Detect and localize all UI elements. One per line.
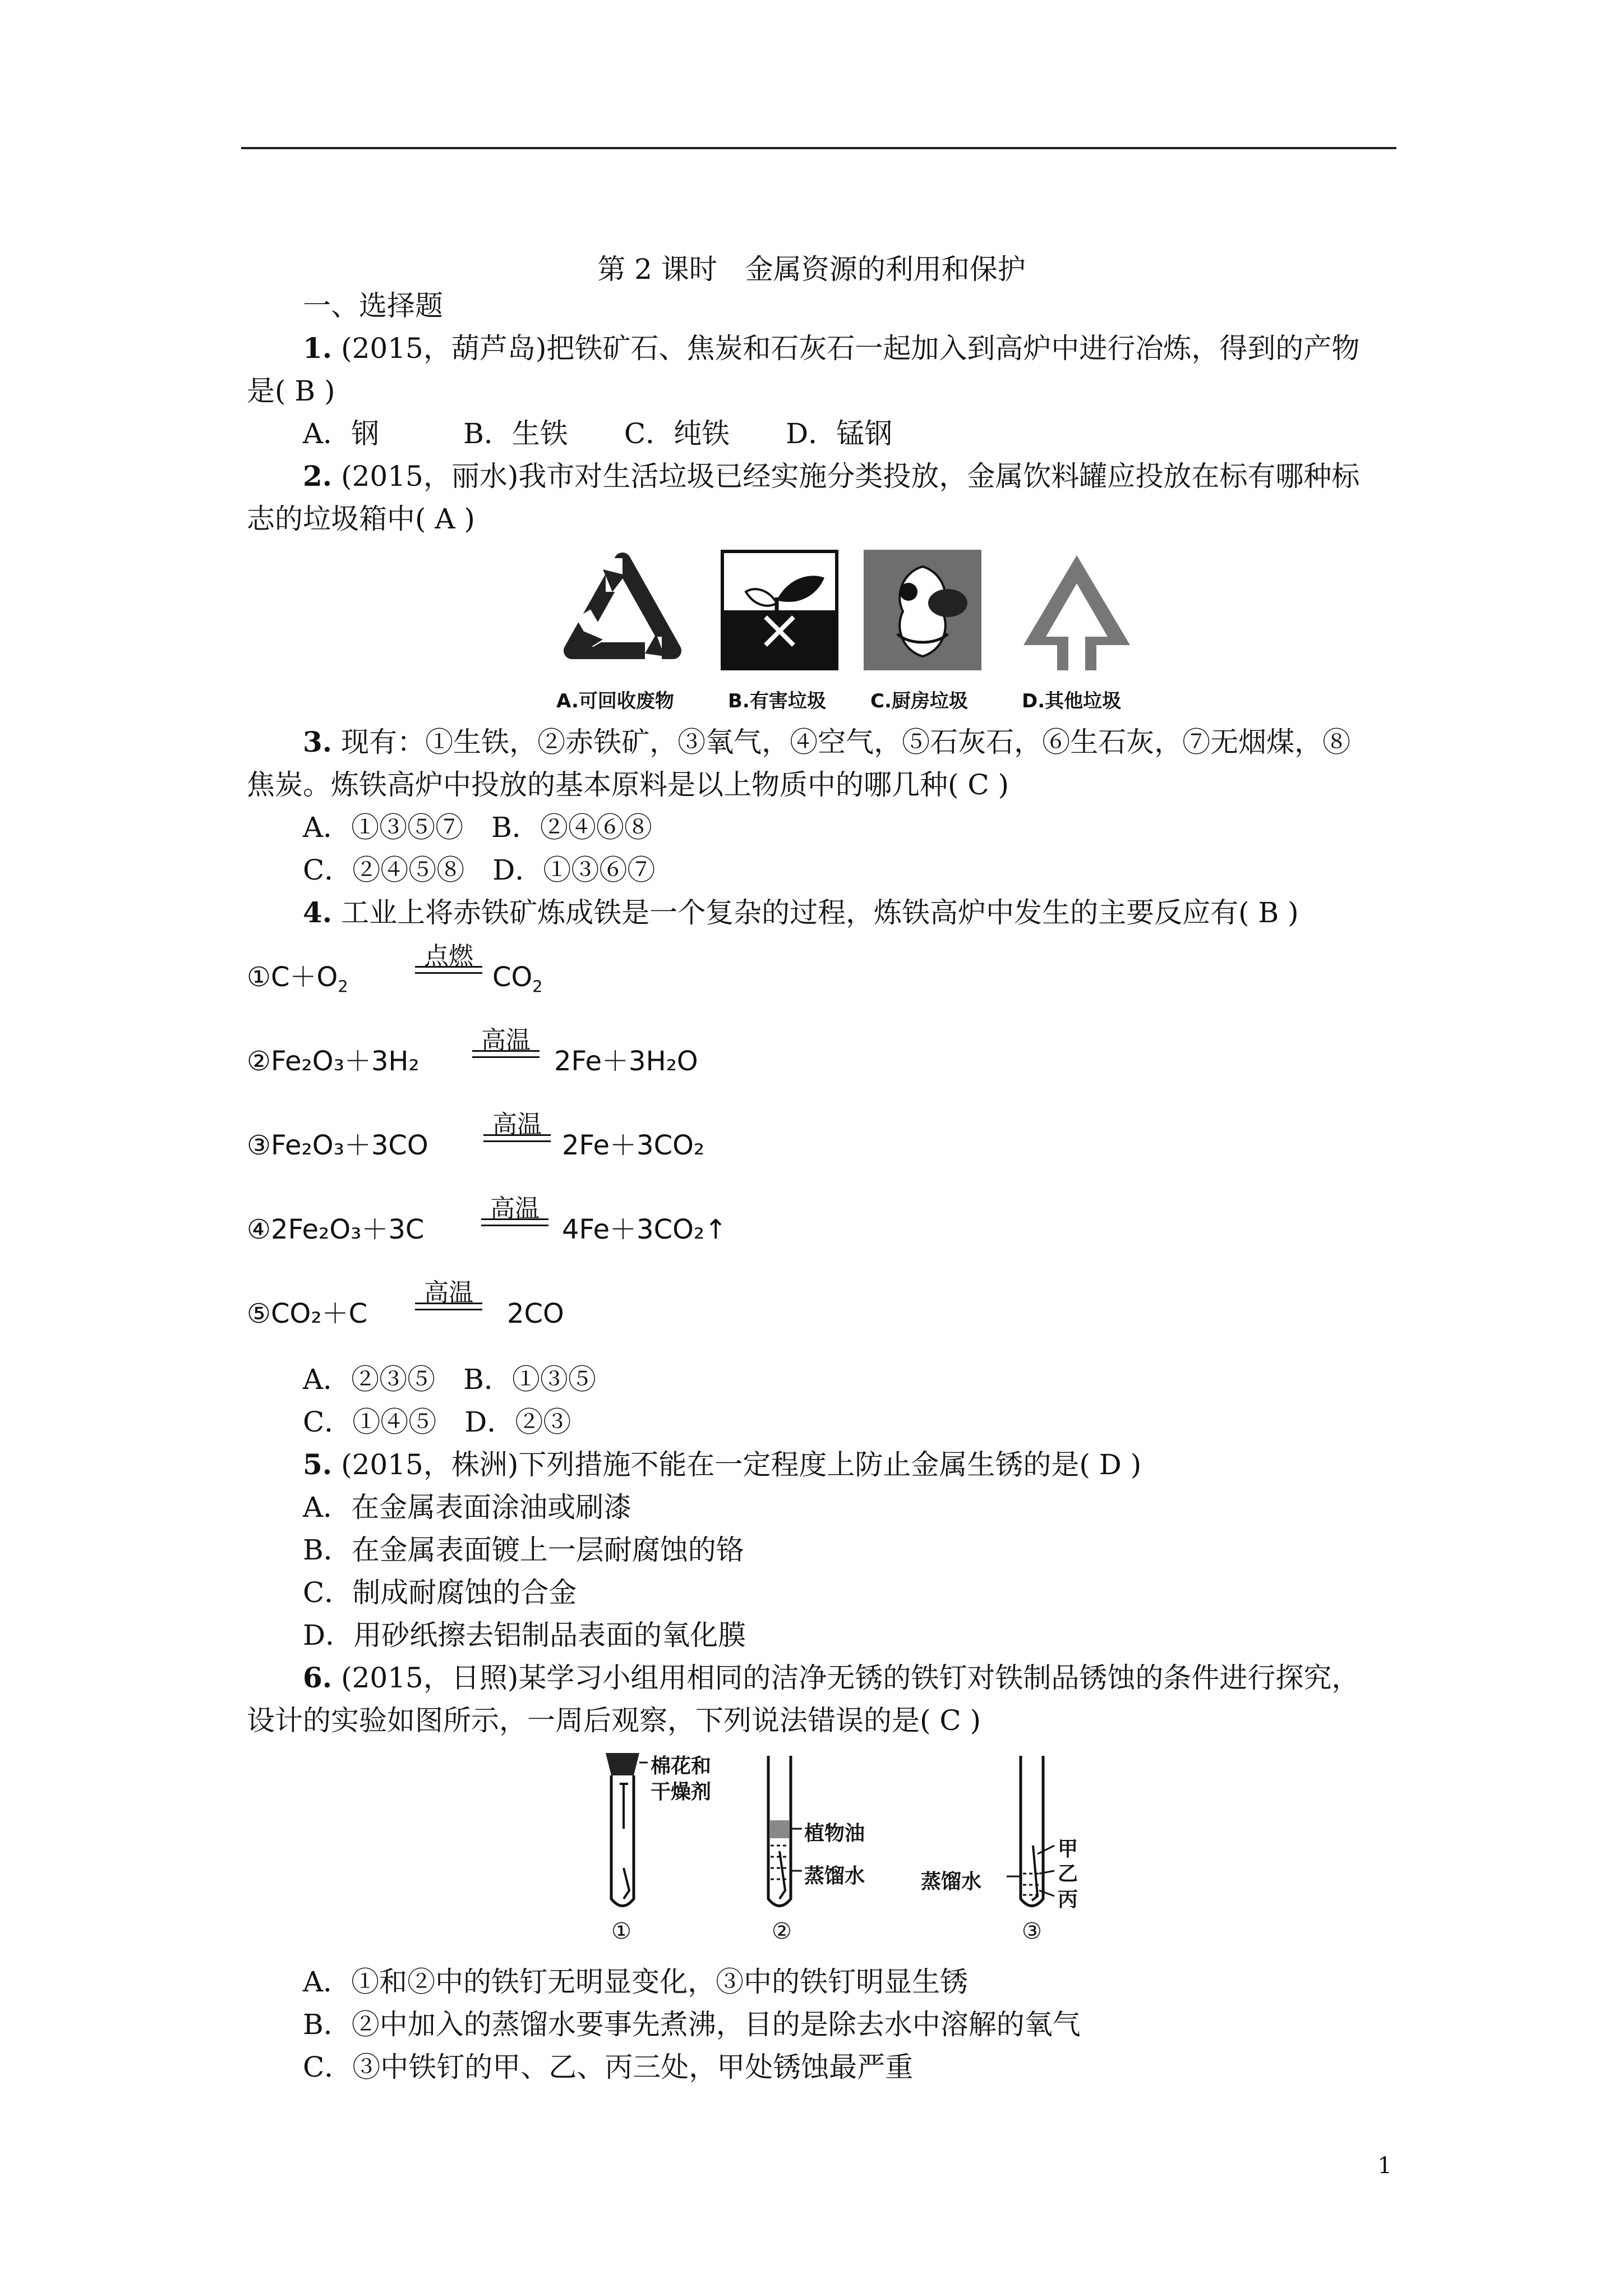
label-cotton-2: 干燥剂 [651, 1780, 712, 1803]
equation-2-left: ②Fe₂O₃＋3H₂ [247, 1046, 419, 1077]
equation-1-left: $①C+O_2$ [247, 961, 348, 996]
other-waste-icon [1015, 547, 1138, 679]
equation-5-condition: 高温 [424, 1278, 473, 1307]
equation-4-right: 4Fe＋3CO₂↑ [562, 1214, 727, 1245]
equation-3-condition: 高温 [492, 1110, 542, 1139]
q3-line2: 焦炭。炼铁高炉中投放的基本原料是以上物质中的哪几种( C ) [247, 769, 1009, 801]
label-water-3: 蒸馏水 [921, 1870, 982, 1893]
tube-number-2: ② [772, 1918, 792, 1944]
caption-c: C.厨房垃圾 [870, 690, 968, 712]
header-rule [241, 147, 1396, 149]
q4-line1: 4. 工业上将赤铁矿炼成铁是一个复杂的过程，炼铁高炉中发生的主要反应有( B ) [303, 896, 1299, 929]
equation-5-sign [415, 1303, 482, 1310]
equation-5-right: 2CO [507, 1298, 564, 1329]
caption-a: A.可回收废物 [556, 690, 674, 712]
q1-line2: 是( B ) [247, 375, 335, 407]
equation-2-sign [472, 1050, 540, 1058]
equation-4-sign [481, 1218, 548, 1226]
q6-line1: 6. (2015，日照)某学习小组用相同的洁净无锈的铁钉对铁制品锈蚀的条件进行探究， [303, 1661, 1360, 1694]
q6-option-a: A．①和②中的铁钉无明显变化，③中的铁钉明显生锈 [303, 1966, 969, 1998]
q6-line2: 设计的实验如图所示，一周后观察，下列说法错误的是( C ) [247, 1704, 981, 1737]
label-jia: 甲 [1058, 1838, 1078, 1861]
equation-3-sign [483, 1134, 551, 1142]
equation-4-condition: 高温 [490, 1194, 540, 1223]
equation-2-condition: 高温 [481, 1026, 531, 1055]
q6-option-c: C．③中铁钉的甲、乙、丙三处，甲处锈蚀最严重 [303, 2051, 914, 2083]
q3-line1: 3. 现有：①生铁，②赤铁矿，③氧气，④空气，⑤石灰石，⑥生石灰，⑦无烟煤，⑧ [303, 725, 1351, 758]
kitchen-waste-icon [864, 550, 981, 670]
equation-4-left: ④2Fe₂O₃＋3C [247, 1214, 425, 1245]
caption-b: B.有害垃圾 [728, 690, 826, 712]
q2-line1: 2. (2015，丽水)我市对生活垃圾已经实施分类投放，金属饮料罐应投放在标有哪种标 [303, 459, 1360, 493]
label-yi: 乙 [1058, 1862, 1078, 1885]
page-number: 1 [1377, 2153, 1392, 2179]
recyclable-icon [550, 547, 695, 679]
q1-options: A．钢 B．生铁 C．纯铁 D．锰钢 [303, 417, 893, 450]
equation-1-right: $CO_2$ [492, 961, 543, 996]
page-title: 第 2 课时 金属资源的利用和保护 [597, 253, 1026, 286]
q5-option-a: A．在金属表面涂油或刷漆 [303, 1491, 632, 1524]
equation-2-right: 2Fe＋3H₂O [554, 1046, 698, 1077]
q5-option-b: B．在金属表面镀上一层耐腐蚀的铬 [303, 1534, 744, 1566]
q2-line2: 志的垃圾箱中( A ) [247, 503, 475, 535]
q3-option-cd: C．②④⑤⑧ D．①③⑥⑦ [303, 854, 656, 886]
q4-option-ab: A．②③⑤ B．①③⑤ [303, 1363, 596, 1396]
caption-d: D.其他垃圾 [1022, 690, 1122, 712]
label-cotton-1: 棉花和 [651, 1755, 712, 1778]
q3-option-ab: A．①③⑤⑦ B．②④⑥⑧ [303, 811, 652, 844]
tube-number-1: ① [611, 1918, 631, 1944]
equation-5-left: ⑤CO₂＋C [247, 1298, 368, 1329]
q6-option-b: B．②中加入的蒸馏水要事先煮沸，目的是除去水中溶解的氧气 [303, 2008, 1081, 2041]
q1-line1: 1. (2015，葫芦岛)把铁矿石、焦炭和石灰石一起加入到高炉中进行冶炼，得到的产物 [303, 332, 1360, 365]
hazardous-icon [721, 550, 838, 670]
q5-line1: 5. (2015，株洲)下列措施不能在一定程度上防止金属生锈的是( D ) [303, 1448, 1142, 1481]
q5-option-c: C．制成耐腐蚀的合金 [303, 1576, 577, 1609]
q5-option-d: D．用砂纸擦去铝制品表面的氧化膜 [303, 1619, 746, 1651]
section-heading: 一、选择题 [303, 289, 443, 322]
equation-3-left: ③Fe₂O₃＋3CO [247, 1130, 428, 1161]
equation-1-condition: 点燃 [424, 942, 473, 970]
q4-option-cd: C．①④⑤ D．②③ [303, 1406, 571, 1438]
equation-3-right: 2Fe＋3CO₂ [562, 1130, 705, 1161]
tube-number-3: ③ [1022, 1918, 1042, 1944]
equation-1-sign [415, 966, 482, 974]
label-water-2: 蒸馏水 [804, 1865, 865, 1888]
label-oil: 植物油 [804, 1822, 865, 1845]
label-bing: 丙 [1058, 1888, 1078, 1911]
